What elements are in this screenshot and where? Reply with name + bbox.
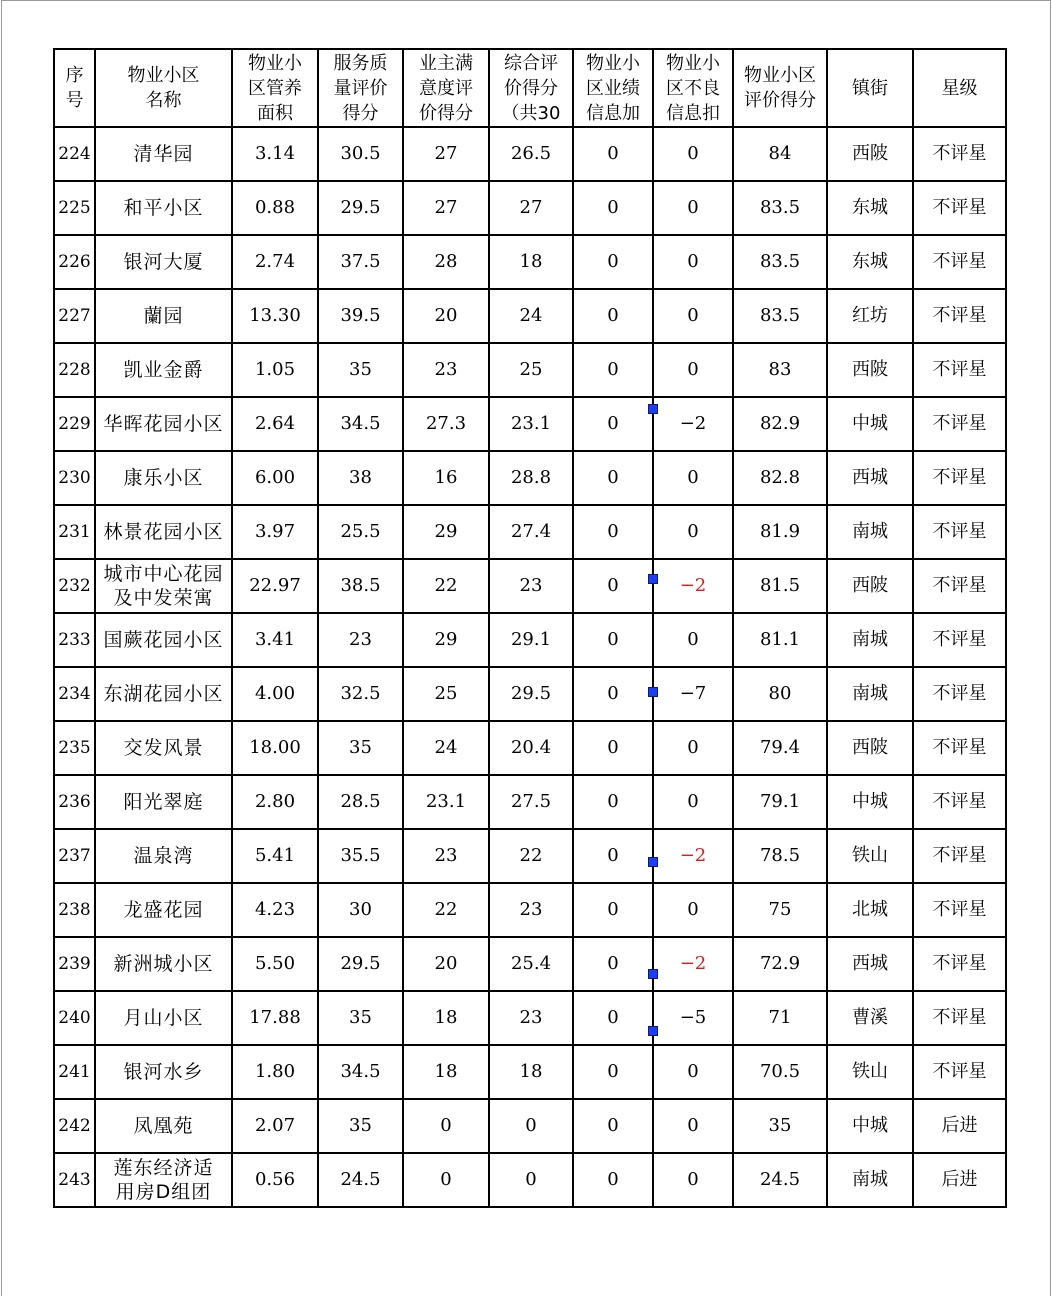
town-name: 东城	[827, 181, 913, 235]
star-rating: 不评星	[913, 721, 1006, 775]
town-name: 西陂	[827, 721, 913, 775]
managed-area: 3.41	[232, 613, 318, 667]
satisfaction-score: 23	[403, 343, 489, 397]
bonus-points: 0	[573, 397, 653, 451]
town-name: 铁山	[827, 1045, 913, 1099]
bonus-points: 0	[573, 613, 653, 667]
property-name: 温泉湾	[95, 829, 232, 883]
table-row	[54, 235, 1006, 289]
table-row	[54, 1045, 1006, 1099]
satisfaction-score: 16	[403, 451, 489, 505]
town-name: 中城	[827, 397, 913, 451]
satisfaction-score: 27.3	[403, 397, 489, 451]
managed-area: 1.80	[232, 1045, 318, 1099]
star-rating: 后进	[913, 1099, 1006, 1153]
total-score: 35	[733, 1099, 827, 1153]
table-row	[54, 667, 1006, 721]
satisfaction-score: 25	[403, 667, 489, 721]
service-score: 25.5	[318, 505, 403, 559]
property-name: 华晖花园小区	[95, 397, 232, 451]
total-score: 82.9	[733, 397, 827, 451]
managed-area: 0.56	[232, 1153, 318, 1207]
satisfaction-score: 29	[403, 613, 489, 667]
service-score: 29.5	[318, 937, 403, 991]
star-rating: 不评星	[913, 505, 1006, 559]
row-index: 237	[54, 829, 95, 883]
bonus-points: 0	[573, 343, 653, 397]
table-row	[54, 883, 1006, 937]
star-rating: 后进	[913, 1153, 1006, 1207]
penalty-points: 0	[653, 343, 733, 397]
managed-area: 3.14	[232, 127, 318, 181]
satisfaction-score: 0	[403, 1099, 489, 1153]
managed-area: 2.74	[232, 235, 318, 289]
property-name: 龙盛花园	[95, 883, 232, 937]
star-rating: 不评星	[913, 667, 1006, 721]
col-star-header: 星级	[913, 49, 1006, 127]
service-score: 24.5	[318, 1153, 403, 1207]
total-score: 79.1	[733, 775, 827, 829]
property-name: 城市中心花园 及中发荣寓	[95, 559, 232, 613]
total-score: 81.1	[733, 613, 827, 667]
row-index: 238	[54, 883, 95, 937]
table-row	[54, 289, 1006, 343]
penalty-points: 0	[653, 505, 733, 559]
table-body	[54, 127, 1006, 1207]
managed-area: 5.50	[232, 937, 318, 991]
town-name: 西陂	[827, 559, 913, 613]
col-satisfaction-header: 业主满 意度评 价得分	[403, 49, 489, 127]
town-name: 西陂	[827, 343, 913, 397]
composite-score: 28.8	[489, 451, 573, 505]
table-row	[54, 559, 1006, 613]
total-score: 80	[733, 667, 827, 721]
satisfaction-score: 22	[403, 883, 489, 937]
total-score: 81.9	[733, 505, 827, 559]
penalty-points: 0	[653, 1099, 733, 1153]
col-town-header: 镇街	[827, 49, 913, 127]
total-score: 70.5	[733, 1045, 827, 1099]
bonus-points: 0	[573, 721, 653, 775]
table-row	[54, 343, 1006, 397]
town-name: 红坊	[827, 289, 913, 343]
row-index: 236	[54, 775, 95, 829]
satisfaction-score: 18	[403, 1045, 489, 1099]
row-index: 240	[54, 991, 95, 1045]
table-row	[54, 1153, 1006, 1207]
bonus-points: 0	[573, 883, 653, 937]
satisfaction-score: 22	[403, 559, 489, 613]
row-index: 225	[54, 181, 95, 235]
bonus-points: 0	[573, 559, 653, 613]
property-name: 康乐小区	[95, 451, 232, 505]
penalty-points: 0	[653, 127, 733, 181]
row-index: 232	[54, 559, 95, 613]
penalty-points: 0	[653, 181, 733, 235]
town-name: 中城	[827, 775, 913, 829]
composite-score: 25.4	[489, 937, 573, 991]
bonus-points: 0	[573, 235, 653, 289]
bonus-points: 0	[573, 505, 653, 559]
service-score: 35	[318, 991, 403, 1045]
bonus-points: 0	[573, 991, 653, 1045]
total-score: 75	[733, 883, 827, 937]
row-index: 233	[54, 613, 95, 667]
table-row	[54, 505, 1006, 559]
managed-area: 5.41	[232, 829, 318, 883]
managed-area: 22.97	[232, 559, 318, 613]
total-score: 71	[733, 991, 827, 1045]
table-row	[54, 451, 1006, 505]
composite-score: 24	[489, 289, 573, 343]
composite-score: 23.1	[489, 397, 573, 451]
composite-score: 18	[489, 1045, 573, 1099]
service-score: 28.5	[318, 775, 403, 829]
col-service-header: 服务质 量评价 得分	[318, 49, 403, 127]
service-score: 39.5	[318, 289, 403, 343]
town-name: 南城	[827, 667, 913, 721]
property-name: 凤凰苑	[95, 1099, 232, 1153]
managed-area: 4.00	[232, 667, 318, 721]
satisfaction-score: 23	[403, 829, 489, 883]
satisfaction-score: 18	[403, 991, 489, 1045]
managed-area: 6.00	[232, 451, 318, 505]
penalty-points: 0	[653, 883, 733, 937]
row-index: 241	[54, 1045, 95, 1099]
service-score: 29.5	[318, 181, 403, 235]
satisfaction-score: 27	[403, 181, 489, 235]
composite-score: 23	[489, 883, 573, 937]
property-name: 蘭园	[95, 289, 232, 343]
service-score: 35	[318, 721, 403, 775]
service-score: 34.5	[318, 397, 403, 451]
service-score: 35.5	[318, 829, 403, 883]
star-rating: 不评星	[913, 343, 1006, 397]
managed-area: 17.88	[232, 991, 318, 1045]
col-index-header: 序 号	[54, 49, 95, 127]
property-name: 银河大厦	[95, 235, 232, 289]
star-rating: 不评星	[913, 613, 1006, 667]
property-name: 交发风景	[95, 721, 232, 775]
satisfaction-score: 28	[403, 235, 489, 289]
managed-area: 13.30	[232, 289, 318, 343]
service-score: 32.5	[318, 667, 403, 721]
managed-area: 0.88	[232, 181, 318, 235]
composite-score: 18	[489, 235, 573, 289]
header-row	[54, 49, 1006, 127]
star-rating: 不评星	[913, 559, 1006, 613]
property-name: 和平小区	[95, 181, 232, 235]
service-score: 30.5	[318, 127, 403, 181]
penalty-points: 0	[653, 1045, 733, 1099]
col-score-header: 物业小区 评价得分	[733, 49, 827, 127]
service-score: 35	[318, 343, 403, 397]
star-rating: 不评星	[913, 181, 1006, 235]
town-name: 东城	[827, 235, 913, 289]
property-name: 凯业金爵	[95, 343, 232, 397]
col-penalty-header: 物业小 区不良 信息扣	[653, 49, 733, 127]
row-index: 243	[54, 1153, 95, 1207]
composite-score: 0	[489, 1099, 573, 1153]
managed-area: 4.23	[232, 883, 318, 937]
star-rating: 不评星	[913, 235, 1006, 289]
bonus-points: 0	[573, 1099, 653, 1153]
total-score: 84	[733, 127, 827, 181]
managed-area: 18.00	[232, 721, 318, 775]
bonus-points: 0	[573, 127, 653, 181]
table-row	[54, 775, 1006, 829]
composite-score: 0	[489, 1153, 573, 1207]
service-score: 35	[318, 1099, 403, 1153]
town-name: 南城	[827, 1153, 913, 1207]
penalty-points: −2	[653, 937, 733, 991]
town-name: 西陂	[827, 127, 913, 181]
penalty-points: −7	[653, 667, 733, 721]
property-rating-table	[53, 48, 1007, 1208]
managed-area: 2.80	[232, 775, 318, 829]
composite-score: 27.5	[489, 775, 573, 829]
row-index: 239	[54, 937, 95, 991]
town-name: 北城	[827, 883, 913, 937]
row-index: 242	[54, 1099, 95, 1153]
table-row	[54, 181, 1006, 235]
penalty-points: −2	[653, 397, 733, 451]
star-rating: 不评星	[913, 829, 1006, 883]
composite-score: 22	[489, 829, 573, 883]
managed-area: 2.07	[232, 1099, 318, 1153]
table-row	[54, 613, 1006, 667]
penalty-points: −2	[653, 559, 733, 613]
composite-score: 29.5	[489, 667, 573, 721]
table-row	[54, 127, 1006, 181]
property-name: 东湖花园小区	[95, 667, 232, 721]
table-row	[54, 937, 1006, 991]
penalty-points: 0	[653, 451, 733, 505]
penalty-points: 0	[653, 721, 733, 775]
penalty-points: −5	[653, 991, 733, 1045]
bonus-points: 0	[573, 1045, 653, 1099]
property-name: 清华园	[95, 127, 232, 181]
bonus-points: 0	[573, 775, 653, 829]
col-name-header: 物业小区 名称	[95, 49, 232, 127]
town-name: 南城	[827, 613, 913, 667]
satisfaction-score: 20	[403, 289, 489, 343]
bonus-points: 0	[573, 289, 653, 343]
composite-score: 23	[489, 991, 573, 1045]
town-name: 南城	[827, 505, 913, 559]
total-score: 82.8	[733, 451, 827, 505]
total-score: 83.5	[733, 235, 827, 289]
table-row	[54, 1099, 1006, 1153]
col-area-header: 物业小 区管养 面积	[232, 49, 318, 127]
town-name: 西城	[827, 937, 913, 991]
composite-score: 26.5	[489, 127, 573, 181]
star-rating: 不评星	[913, 451, 1006, 505]
row-index: 227	[54, 289, 95, 343]
property-name: 银河水乡	[95, 1045, 232, 1099]
town-name: 西城	[827, 451, 913, 505]
star-rating: 不评星	[913, 937, 1006, 991]
managed-area: 2.64	[232, 397, 318, 451]
bonus-points: 0	[573, 667, 653, 721]
table-row	[54, 721, 1006, 775]
table-row	[54, 397, 1006, 451]
property-name: 阳光翠庭	[95, 775, 232, 829]
service-score: 38.5	[318, 559, 403, 613]
row-index: 229	[54, 397, 95, 451]
property-name: 莲东经济适 用房D组团	[95, 1153, 232, 1207]
satisfaction-score: 20	[403, 937, 489, 991]
penalty-points: 0	[653, 613, 733, 667]
managed-area: 3.97	[232, 505, 318, 559]
satisfaction-score: 27	[403, 127, 489, 181]
row-index: 231	[54, 505, 95, 559]
property-name: 月山小区	[95, 991, 232, 1045]
row-index: 226	[54, 235, 95, 289]
total-score: 81.5	[733, 559, 827, 613]
total-score: 83.5	[733, 289, 827, 343]
col-bonus-header: 物业小 区业绩 信息加	[573, 49, 653, 127]
total-score: 83.5	[733, 181, 827, 235]
composite-score: 25	[489, 343, 573, 397]
service-score: 23	[318, 613, 403, 667]
town-name: 铁山	[827, 829, 913, 883]
star-rating: 不评星	[913, 289, 1006, 343]
penalty-points: 0	[653, 775, 733, 829]
composite-score: 29.1	[489, 613, 573, 667]
total-score: 83	[733, 343, 827, 397]
bonus-points: 0	[573, 829, 653, 883]
row-index: 224	[54, 127, 95, 181]
service-score: 38	[318, 451, 403, 505]
managed-area: 1.05	[232, 343, 318, 397]
row-index: 228	[54, 343, 95, 397]
property-name: 国蕨花园小区	[95, 613, 232, 667]
bonus-points: 0	[573, 181, 653, 235]
penalty-points: 0	[653, 235, 733, 289]
star-rating: 不评星	[913, 127, 1006, 181]
town-name: 中城	[827, 1099, 913, 1153]
satisfaction-score: 23.1	[403, 775, 489, 829]
total-score: 24.5	[733, 1153, 827, 1207]
service-score: 30	[318, 883, 403, 937]
total-score: 72.9	[733, 937, 827, 991]
col-composite-header: 综合评 价得分 （共30	[489, 49, 573, 127]
star-rating: 不评星	[913, 991, 1006, 1045]
town-name: 曹溪	[827, 991, 913, 1045]
property-name: 新洲城小区	[95, 937, 232, 991]
penalty-points: −2	[653, 829, 733, 883]
satisfaction-score: 0	[403, 1153, 489, 1207]
total-score: 78.5	[733, 829, 827, 883]
star-rating: 不评星	[913, 883, 1006, 937]
row-index: 235	[54, 721, 95, 775]
service-score: 34.5	[318, 1045, 403, 1099]
service-score: 37.5	[318, 235, 403, 289]
penalty-points: 0	[653, 1153, 733, 1207]
table-row	[54, 991, 1006, 1045]
star-rating: 不评星	[913, 775, 1006, 829]
star-rating: 不评星	[913, 1045, 1006, 1099]
row-index: 230	[54, 451, 95, 505]
star-rating: 不评星	[913, 397, 1006, 451]
bonus-points: 0	[573, 451, 653, 505]
composite-score: 27	[489, 181, 573, 235]
satisfaction-score: 29	[403, 505, 489, 559]
penalty-points: 0	[653, 289, 733, 343]
bonus-points: 0	[573, 937, 653, 991]
composite-score: 20.4	[489, 721, 573, 775]
bonus-points: 0	[573, 1153, 653, 1207]
property-name: 林景花园小区	[95, 505, 232, 559]
total-score: 79.4	[733, 721, 827, 775]
row-index: 234	[54, 667, 95, 721]
composite-score: 23	[489, 559, 573, 613]
table-row	[54, 829, 1006, 883]
composite-score: 27.4	[489, 505, 573, 559]
satisfaction-score: 24	[403, 721, 489, 775]
